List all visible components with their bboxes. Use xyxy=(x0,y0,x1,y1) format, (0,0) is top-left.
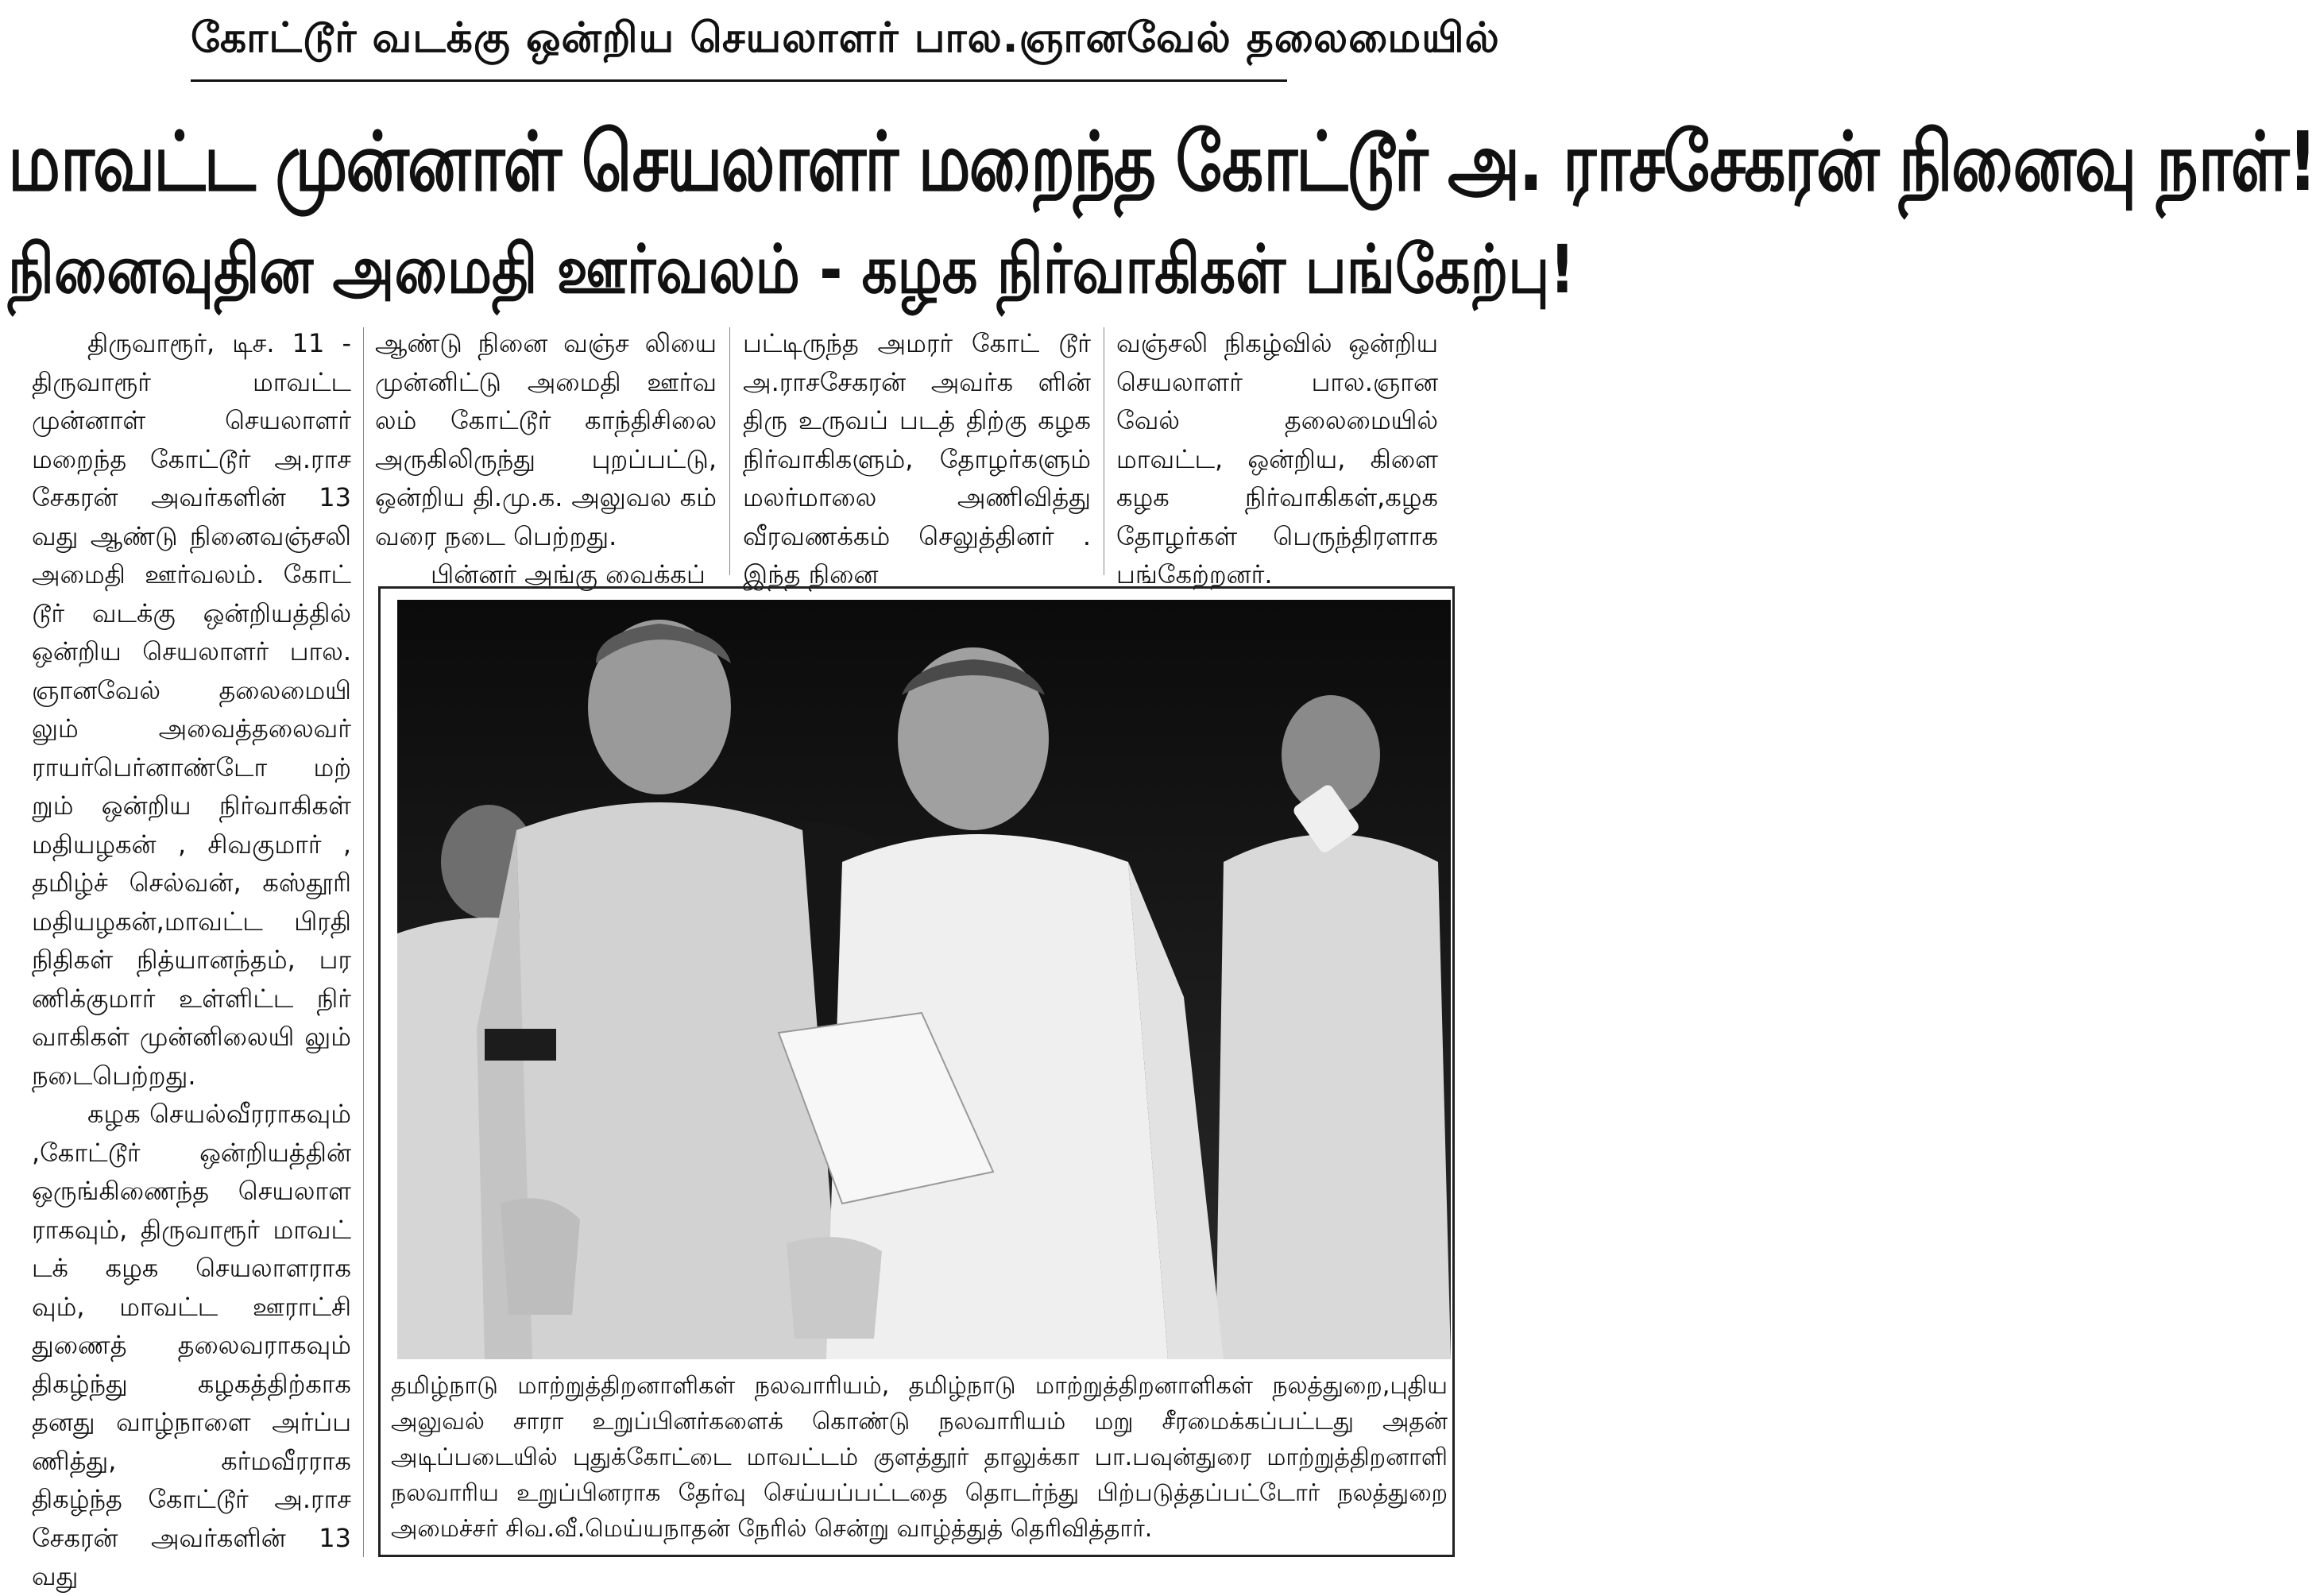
main-headline: மாவட்ட முன்னாள் செயலாளர் மறைந்த கோட்டூர் அ. ராசசேகரன் நினைவு நாள்! xyxy=(8,115,2316,210)
article-column-2 xyxy=(375,324,717,594)
article-column-4 xyxy=(1116,324,1438,594)
article-paragraph: கழக செயல்வீரராகவும் ,கோட்டூர் ஒன்றியத்தின் ஒருங்கிணைந்த செயலாள ராகவும், திருவாரூர் மாவட் டக் கழக செயலாளராக வும், மாவட்ட ஊராட்சி துணைத் தலைவராகவும் திகழ்ந்து கழகத்திற்காக தனது வாழ்நாளை அர்ப்ப ணித்து, கர்மவீரராக திகழ்ந்த கோட்டூர் அ.ராச சேகரன் அவர்களின் 13 வது xyxy=(32,1099,351,1591)
news-photo xyxy=(397,600,1451,1359)
sub-headline: நினைவுதின அமைதி ஊர்வலம் - கழக நிர்வாகிகள் பங்கேற்பு! xyxy=(8,230,1576,309)
article-column-1 xyxy=(32,324,351,1596)
article-paragraph: ஆண்டு நினை வஞ்ச லியை முன்னிட்டு அமைதி ஊர்வ லம் கோட்டூர் காந்திசிலை அருகிலிருந்து புறப்பட்டு, ஒன்றிய தி.மு.க. அலுவல கம் வரை நடை பெற்றது. xyxy=(375,328,717,551)
kicker-line: கோட்டூர் வடக்கு ஒன்றிய செயலாளர் பால.ஞானவேல் தலைமையில் xyxy=(191,14,1500,62)
column-divider xyxy=(363,327,364,1557)
article-paragraph: திருவாரூர், டிச. 11 - திருவாரூர் மாவட்ட முன்னாள் செயலாளர் மறைந்த கோட்டூர் அ.ராச சேகரன் அவர்களின் 13 வது ஆண்டு நினைவஞ்சலி அமைதி ஊர்வலம். கோட் டூர் வடக்கு ஒன்றியத்தில் ஒன்றிய செயலாளர் பால. ஞானவேல் தலைமையி லும் அவைத்தலைவர் ராயர்பெர்னாண்டோ மற் றும் ஒன்றிய நிர்வாகிகள் மதியழகன் , சிவகுமார் , தமிழ்ச் செல்வன், கஸ்தூரி மதியழகன்,மாவட்ட பிரதி நிதிகள் நித்யானந்தம், பர ணிக்குமார் உள்ளிட்ட நிர் வாகிகள் முன்னிலையி லும் நடைபெற்றது. xyxy=(32,328,351,1091)
photo-caption: தமிழ்நாடு மாற்றுத்திறனாளிகள் நலவாரியம், தமிழ்நாடு மாற்றுத்திறனாளிகள் நலத்துறை,புதிய அலுவல் சாரா உறுப்பினர்களைக் கொண்டு நலவாரியம் மறு சீரமைக்கப்பட்டது அதன் அடிப்படையில் புதுக்கோட்டை மாவட்டம் குளத்தூர் தாலுக்கா பா.பவுன்துரை மாற்றுத்திறனாளி நலவாரிய உறுப்பினராக தேர்வு செய்யப்பட்டதை தொடர்ந்து பிற்படுத்தப்பட்டோர் நலத்துறை அமைச்சர் சிவ.வீ.மெய்யநாதன் நேரில் சென்று வாழ்த்துத் தெரிவித்தார். xyxy=(391,1372,1448,1543)
column-divider xyxy=(729,327,730,575)
kicker-underline xyxy=(191,79,1287,82)
article-paragraph: பின்னர் அங்கு வைக்கப் xyxy=(431,559,706,589)
article-column-3 xyxy=(743,324,1091,594)
photo-illustration xyxy=(397,600,1451,1359)
article-paragraph: வஞ்சலி நிகழ்வில் ஒன்றிய செயலாளர் பால.ஞான வேல் தலைமையில் மாவட்ட, ஒன்றிய, கிளை கழக நிர்வாகிகள்,கழக தோழர்கள் பெருந்திரளாக பங்கேற்றனர். xyxy=(1116,328,1438,589)
article-paragraph: பட்டிருந்த அமரர் கோட் டூர் அ.ராசசேகரன் அவர்க ளின் திரு உருவப் படத் திற்கு கழக நிர்வாகிகளும், தோழர்களும் மலர்மாலை அணிவித்து வீரவணக்கம் செலுத்தினர் . இந்த நினை xyxy=(743,328,1091,589)
